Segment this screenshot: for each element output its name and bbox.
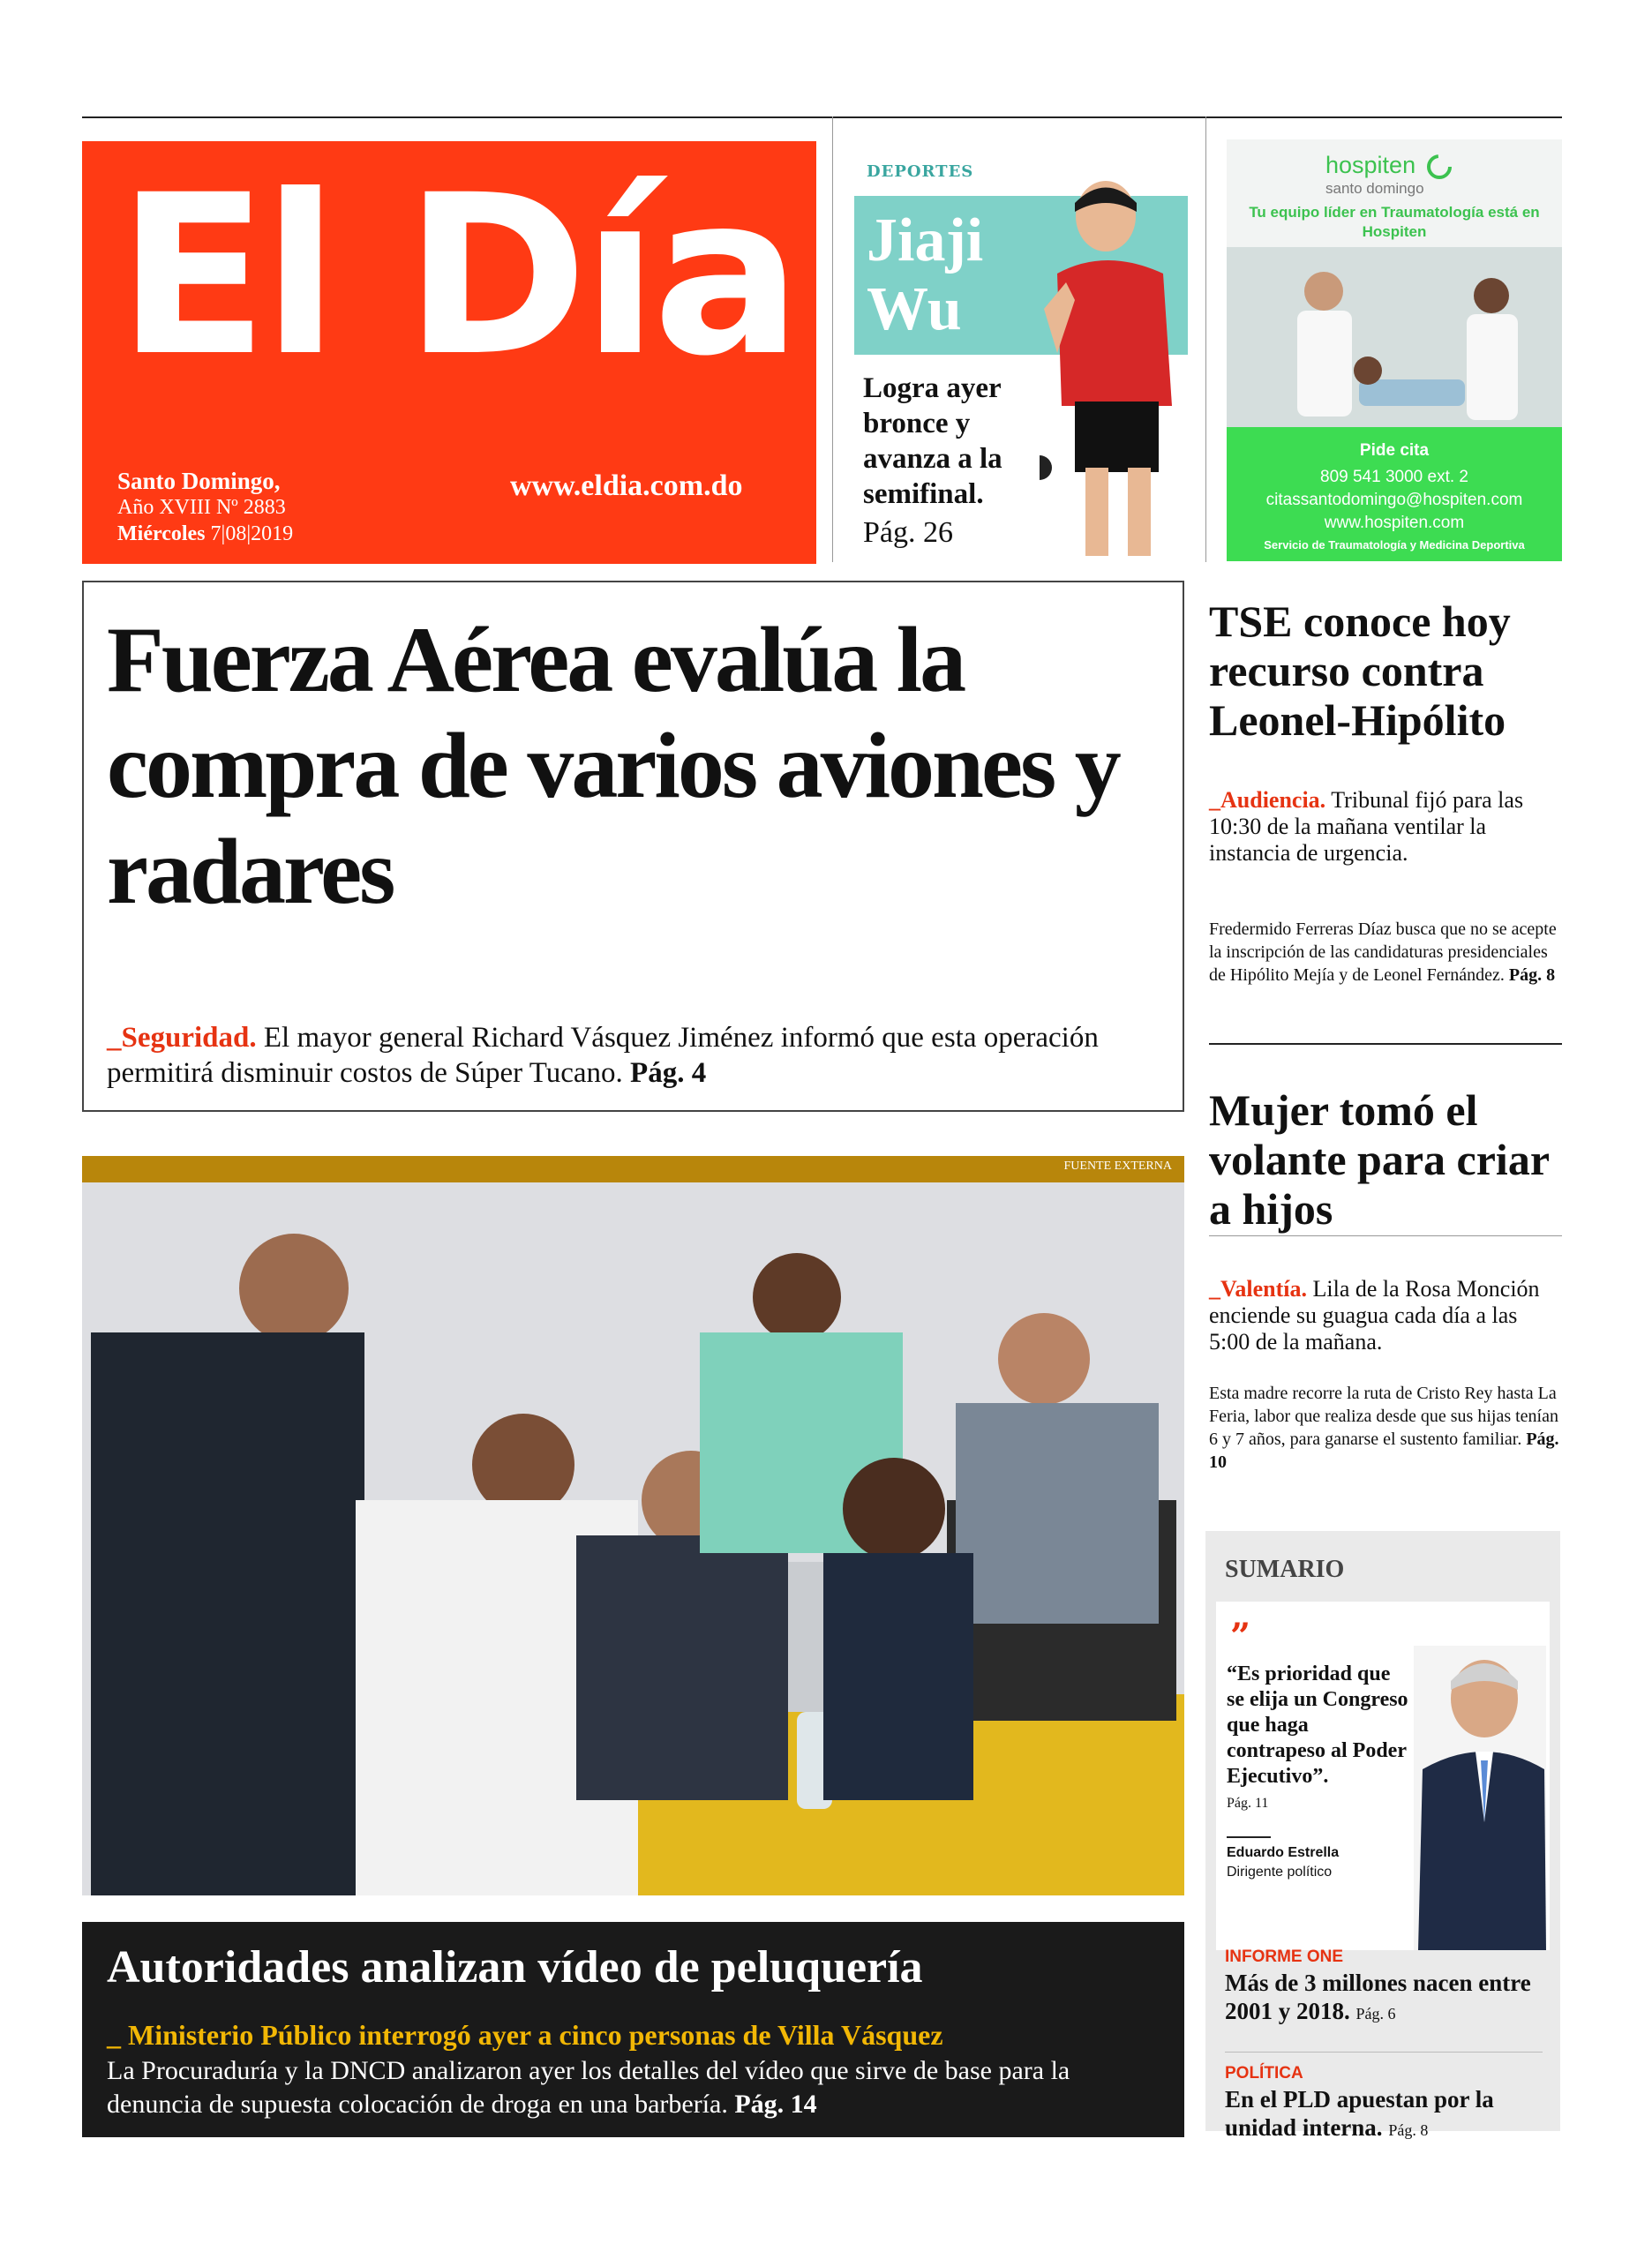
mujer-headline[interactable]: Mujer tomó el volante para criar a hijos <box>1209 1085 1550 1234</box>
photo-credit-bar <box>82 1156 1184 1182</box>
photo-story-box[interactable] <box>82 1922 1184 2137</box>
ad-email[interactable]: citassantodomingo@hospiten.com <box>1265 491 1523 509</box>
mujer-deck: Lila de la Rosa Monción enciende su guagua cada día a las 5:00 de la mañana. <box>1209 1276 1540 1355</box>
ad-subbrand: santo domingo <box>1325 180 1424 197</box>
newspaper-logo: El Día <box>117 147 797 404</box>
tse-body-block <box>1209 918 1562 987</box>
sumario-quote-page: Pág. 11 <box>1227 1796 1269 1811</box>
sports-page-ref: Pág. 26 <box>863 516 953 549</box>
sumario-item2[interactable] <box>1225 2085 1543 2144</box>
masthead-url[interactable]: www.eldia.com.do <box>510 469 743 502</box>
tse-kicker: Audiencia. <box>1220 787 1326 813</box>
ad-brand: hospiten <box>1325 152 1416 178</box>
sports-summary: Logra ayer bronce y avanza a la semifinal. <box>863 372 1002 510</box>
sumario-label: SUMARIO <box>1225 1556 1345 1583</box>
sumario-item2-kicker: POLÍTICA <box>1225 2064 1303 2083</box>
photo-page-ref: Pág. 14 <box>734 2090 817 2119</box>
sumario-panel <box>1205 1531 1560 2141</box>
hospiten-logo-icon <box>1426 154 1453 180</box>
sumario-item2-page: Pág. 8 <box>1388 2121 1429 2139</box>
masthead[interactable] <box>82 141 816 564</box>
masthead-weekday: Miércoles <box>117 522 206 545</box>
ad-photo <box>1227 247 1562 439</box>
sumario-item1-kicker: INFORME ONE <box>1225 1948 1344 1966</box>
ad-web[interactable]: www.hospiten.com <box>1324 514 1465 532</box>
masthead-issue: Año XVIII Nº 2883 <box>117 496 286 519</box>
lead-kicker: Seguridad. <box>121 1022 257 1054</box>
kicker-dash: _ <box>1209 1276 1220 1302</box>
sumario-item1-page: Pág. 6 <box>1355 2005 1396 2023</box>
sumario-quote: “Es prioridad que se elija un Congreso que haga contrapeso al Poder Ejecutivo”. <box>1227 1662 1408 1788</box>
mujer-page-ref: Pág. 10 <box>1209 1430 1559 1472</box>
mujer-divider <box>1209 1235 1562 1236</box>
masthead-date: 7|08|2019 <box>210 522 294 545</box>
tse-headline[interactable]: TSE conoce hoy recurso contra Leonel-Hipólito <box>1209 597 1511 745</box>
ad-service: Servicio de Traumatología y Medicina Deportiva <box>1264 538 1525 552</box>
mujer-kicker: Valentía. <box>1220 1276 1307 1302</box>
photo-credit: FUENTE EXTERNA <box>1063 1160 1172 1173</box>
sports-teaser[interactable] <box>854 141 1188 560</box>
mujer-body: Esta madre recorre la ruta de Cristo Rey hasta La Feria, labor que realiza desde que sus hijas tenían 6 y 7 años, para ganarse el sustento familiar. <box>1209 1384 1558 1449</box>
sports-name-line2: Wu <box>867 275 962 343</box>
sumario-item2-text: En el PLD apuestan por la unidad interna. <box>1225 2086 1494 2141</box>
kicker-dash: _ <box>107 1022 122 1054</box>
meeting-photo-illustration <box>82 1182 1184 1895</box>
lead-deck-block <box>107 1020 1166 1091</box>
kicker-dash: _ <box>1209 787 1220 813</box>
ad-phone[interactable]: 809 541 3000 ext. 2 <box>1320 468 1468 486</box>
quote-mark-icon: ” <box>1230 1616 1251 1657</box>
right-column-divider <box>1209 1043 1562 1045</box>
masthead-date-line <box>117 522 293 546</box>
kicker-dash: _ <box>107 2019 128 2051</box>
sports-athlete-name <box>867 206 983 344</box>
lead-story[interactable] <box>82 581 1184 1112</box>
tse-page-ref: Pág. 8 <box>1508 965 1556 985</box>
politician-photo <box>1414 1646 1546 1950</box>
lead-deck: El mayor general Richard Vásquez Jiménez informó que esta operación permitirá disminuir costos de Súper Tucano. <box>107 1022 1099 1089</box>
photo-headline[interactable]: Autoridades analizan vídeo de peluquería <box>107 1942 923 1993</box>
athlete-photo <box>1040 176 1190 560</box>
main-photo[interactable] <box>82 1182 1184 1895</box>
sumario-item1-text: Más de 3 millones nacen entre 2001 y 2018. <box>1225 1970 1531 2024</box>
sumario-item1[interactable] <box>1225 1969 1543 2028</box>
tse-body: Fredermido Ferreras Díaz busca que no se acepte la inscripción de las candidaturas presidenciales de Hipólito Mejía y de Leonel Fernández. <box>1209 919 1557 985</box>
quote-name-divider <box>1227 1836 1271 1838</box>
masthead-city: Santo Domingo, <box>117 468 281 494</box>
photo-kicker-line <box>107 2019 943 2052</box>
photo-kicker: Ministerio Público interrogó ayer a cinco personas de Villa Vásquez <box>128 2019 943 2051</box>
mujer-deck-block <box>1209 1276 1562 1355</box>
tse-deck: Tribunal fijó para las 10:30 de la mañana ventilar la instancia de urgencia. <box>1209 787 1524 866</box>
ad-contact-panel[interactable] <box>1227 427 1562 561</box>
sumario-quote-name: Eduardo Estrella <box>1227 1845 1340 1860</box>
photo-deck-block <box>107 2054 1166 2121</box>
lead-page-ref: Pág. 4 <box>630 1057 707 1089</box>
vertical-divider-1 <box>832 116 833 562</box>
sumario-divider <box>1225 2052 1543 2053</box>
sports-name-line1: Jiaji <box>867 206 984 274</box>
sports-section-label: DEPORTES <box>867 162 974 181</box>
ad-tagline: Tu equipo líder en Traumatología está en Hospiten <box>1249 204 1540 240</box>
vertical-divider-2 <box>1205 116 1206 562</box>
mujer-body-block <box>1209 1382 1562 1474</box>
tse-deck-block <box>1209 787 1562 867</box>
top-rule <box>82 116 1562 118</box>
ad-cta[interactable]: Pide cita <box>1359 441 1430 460</box>
photo-deck: La Procuraduría y la DNCD analizaron ayer los detalles del vídeo que sirve de base para la denuncia de supuesta colocación de droga en una barbería. <box>107 2056 1070 2119</box>
sumario-quote-role: Dirigente político <box>1227 1865 1333 1880</box>
hospiten-ad[interactable] <box>1227 139 1562 561</box>
lead-headline[interactable]: Fuerza Aérea evalúa la compra de varios aviones y radares <box>107 608 1119 923</box>
